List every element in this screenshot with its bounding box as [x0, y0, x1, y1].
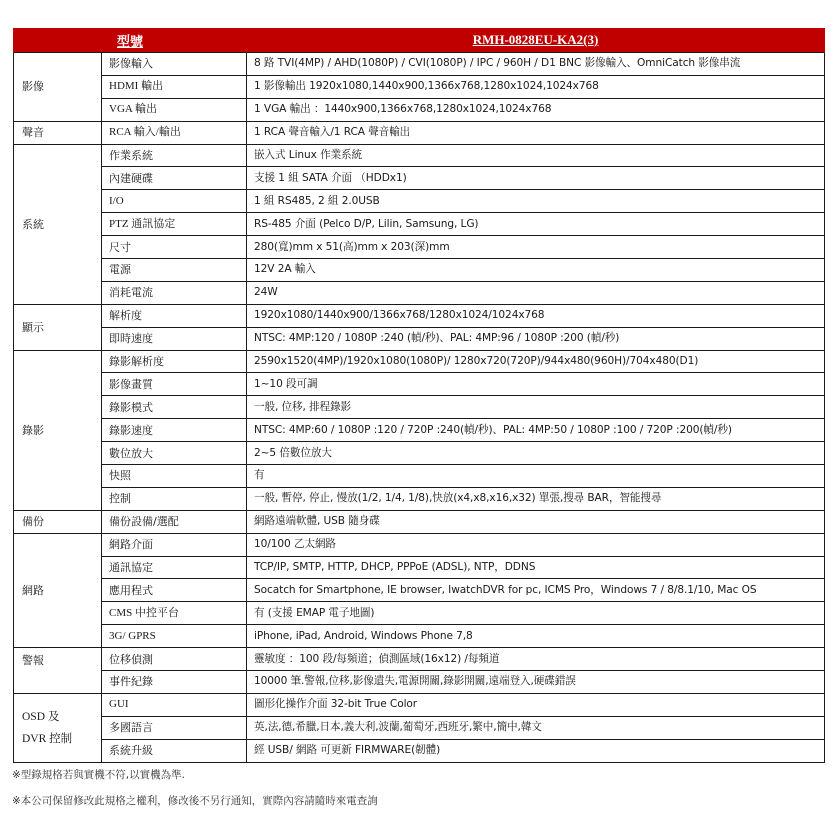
spec-label: 電源: [102, 259, 247, 282]
spec-value: NTSC: 4MP:120 / 1080P :240 (幀/秒)、PAL: 4MP:96 / 1080P :200 (幀/秒): [247, 327, 825, 350]
spec-value: 靈敏度 ：100 段/每頻道；偵測區域(16x12) /每頻道: [247, 648, 825, 671]
category-audio: 聲音: [14, 121, 102, 144]
spec-value: 1 組 RS485, 2 組 2.0USB: [247, 190, 825, 213]
spec-label: CMS 中控平台: [102, 602, 247, 625]
table-row: [14, 167, 825, 190]
spec-value: 經 USB/ 網路 可更新 FIRMWARE(韌體): [247, 739, 825, 762]
spec-label: 應用程式: [102, 579, 247, 602]
spec-label: 通訊協定: [102, 556, 247, 579]
footnote-disclaimer: ※型錄規格若與實機不符,以實機為準.: [12, 769, 185, 781]
spec-label: PTZ 通訊協定: [102, 213, 247, 236]
spec-value: 1 VGA 輸出 ：1440x900,1366x768,1280x1024,1024x768: [247, 98, 825, 121]
category-video: 影像: [14, 53, 102, 122]
footnote-rights: ※本公司保留修改此規格之權利，修改後不另行通知，實際內容請隨時來電查詢: [12, 795, 378, 807]
category-line-1: OSD 及: [22, 710, 60, 723]
table-row: [14, 510, 825, 533]
spec-label: 系統升級: [102, 739, 247, 762]
spec-value: 英,法,德,希臘,日本,義大利,波蘭,葡萄牙,西班牙,繁中,簡中,韓文: [247, 716, 825, 739]
spec-value: 1~10 段可調: [247, 373, 825, 396]
spec-value: 網路遠端軟體, USB 隨身碟: [247, 510, 825, 533]
spec-value: RS-485 介面 (Pelco D/P, Lilin, Samsung, LG): [247, 213, 825, 236]
spec-value: 一般, 位移, 排程錄影: [247, 396, 825, 419]
category-recording: 錄影: [14, 350, 102, 510]
spec-value: 有: [247, 465, 825, 488]
table-row: [14, 236, 825, 259]
spec-value: 支援 1 組 SATA 介面 （HDDx1): [247, 167, 825, 190]
spec-label: 錄影解析度: [102, 350, 247, 373]
spec-value: 1 RCA 聲音輸入/1 RCA 聲音輸出: [247, 121, 825, 144]
table-row: [14, 739, 825, 762]
spec-value: 24W: [247, 281, 825, 304]
footnotes: [12, 768, 378, 820]
table-row: [14, 579, 825, 602]
table-row: [14, 625, 825, 648]
spec-value: 2590x1520(4MP)/1920x1080(1080P)/ 1280x720(720P)/944x480(960H)/704x480(D1): [247, 350, 825, 373]
spec-label: 事件紀錄: [102, 671, 247, 694]
table-row: [14, 419, 825, 442]
spec-table: [13, 28, 825, 763]
table-row: [14, 533, 825, 556]
category-line-2: DVR 控制: [22, 732, 73, 745]
category-display: 顯示: [14, 304, 102, 350]
spec-label: VGA 輸出: [102, 98, 247, 121]
spec-value: NTSC: 4MP:60 / 1080P :120 / 720P :240(幀/秒)、PAL: 4MP:50 / 1080P :100 / 720P :200(幀/秒): [247, 419, 825, 442]
table-row: [14, 190, 825, 213]
table-row: [14, 327, 825, 350]
spec-value: 12V 2A 輸入: [247, 259, 825, 282]
spec-label: 快照: [102, 465, 247, 488]
table-row: [14, 648, 825, 671]
model-value: RMH-0828EU-KA2(3): [247, 28, 825, 53]
table-row: [14, 75, 825, 98]
spec-value: iPhone, iPad, Android, Windows Phone 7,8: [247, 625, 825, 648]
spec-label: RCA 輸入/輸出: [102, 121, 247, 144]
spec-label: 備份設備/選配: [102, 510, 247, 533]
category-network: 網路: [14, 533, 102, 647]
table-row: [14, 259, 825, 282]
table-row: [14, 373, 825, 396]
table-row: [14, 121, 825, 144]
table-row: [14, 716, 825, 739]
spec-label: 影像輸入: [102, 53, 247, 76]
spec-label: 即時速度: [102, 327, 247, 350]
table-row: [14, 304, 825, 327]
spec-label: GUI: [102, 693, 247, 716]
table-row: [14, 602, 825, 625]
table-row: [14, 281, 825, 304]
spec-value: 8 路 TVI(4MP) / AHD(1080P) / CVI(1080P) / IPC / 960H / D1 BNC 影像輸入、OmniCatch 影像串流: [247, 53, 825, 76]
category-system: 系統: [14, 144, 102, 304]
spec-label: 影像畫質: [102, 373, 247, 396]
table-row: [14, 144, 825, 167]
table-row: [14, 98, 825, 121]
spec-label: 解析度: [102, 304, 247, 327]
table-row: [14, 350, 825, 373]
table-row: [14, 442, 825, 465]
spec-value: 1920x1080/1440x900/1366x768/1280x1024/1024x768: [247, 304, 825, 327]
spec-label: 3G/ GPRS: [102, 625, 247, 648]
spec-value: 嵌入式 Linux 作業系統: [247, 144, 825, 167]
spec-label: HDMI 輸出: [102, 75, 247, 98]
spec-label: 位移偵測: [102, 648, 247, 671]
spec-label: 錄影模式: [102, 396, 247, 419]
spec-value: 10/100 乙太網路: [247, 533, 825, 556]
table-row: [14, 671, 825, 694]
table-row: [14, 53, 825, 76]
spec-value: 10000 筆.警報,位移,影像遺失,電源開關,錄影開關,遠端登入,硬碟錯誤: [247, 671, 825, 694]
spec-value: 圖形化操作介面 32-bit True Color: [247, 693, 825, 716]
category-alarm: 警報: [14, 648, 102, 694]
spec-label: 尺寸: [102, 236, 247, 259]
table-row: [14, 213, 825, 236]
spec-label: I/O: [102, 190, 247, 213]
spec-value: Socatch for Smartphone, IE browser, IwatchDVR for pc, ICMS Pro，Windows 7 / 8/8.1/10, Mac OS: [247, 579, 825, 602]
spec-label: 消耗電流: [102, 281, 247, 304]
table-row: [14, 465, 825, 488]
spec-value: 有 (支援 EMAP 電子地圖): [247, 602, 825, 625]
spec-label: 作業系統: [102, 144, 247, 167]
model-label: 型號: [14, 28, 247, 53]
spec-label: 錄影速度: [102, 419, 247, 442]
category-backup: 備份: [14, 510, 102, 533]
spec-label: 內建硬碟: [102, 167, 247, 190]
table-header: [14, 28, 825, 53]
spec-value: 一般, 暫停, 停止, 慢放(1/2, 1/4, 1/8),快放(x4,x8,x16,x32) 單張,搜尋 BAR，智能搜尋: [247, 487, 825, 510]
table-row: [14, 487, 825, 510]
category-osd-dvr-control: [14, 693, 102, 762]
table-row: [14, 693, 825, 716]
spec-value: TCP/IP, SMTP, HTTP, DHCP, PPPoE (ADSL), NTP，DDNS: [247, 556, 825, 579]
spec-value: 280(寬)mm x 51(高)mm x 203(深)mm: [247, 236, 825, 259]
spec-label: 數位放大: [102, 442, 247, 465]
spec-value: 1 影像輸出 1920x1080,1440x900,1366x768,1280x1024,1024x768: [247, 75, 825, 98]
table-row: [14, 556, 825, 579]
spec-label: 多國語言: [102, 716, 247, 739]
spec-label: 控制: [102, 487, 247, 510]
spec-label: 網路介面: [102, 533, 247, 556]
spec-value: 2~5 倍數位放大: [247, 442, 825, 465]
table-row: [14, 396, 825, 419]
